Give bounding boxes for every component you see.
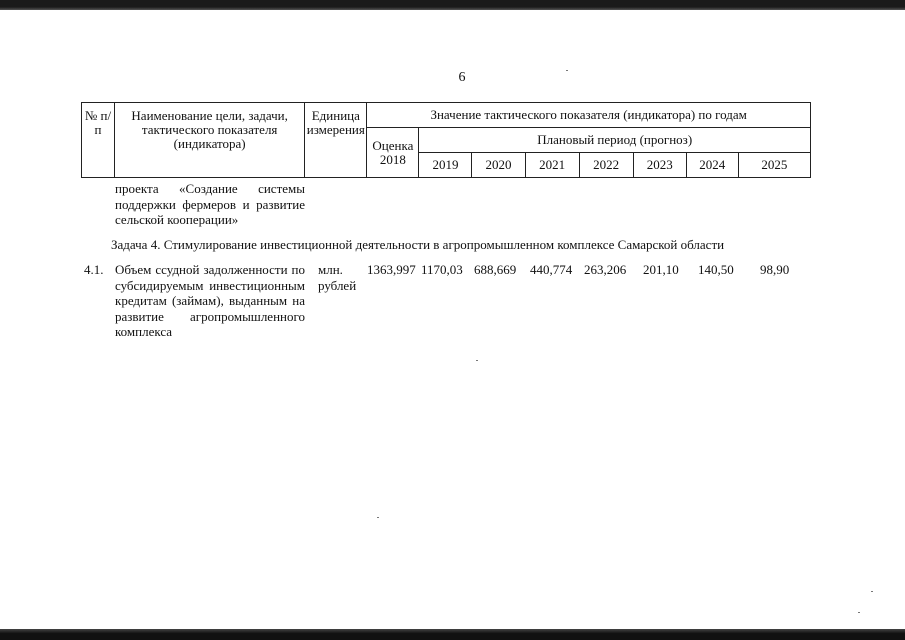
value-2018: 1363,997 [367,262,416,277]
scan-speck [871,591,873,592]
value-2024: 140,50 [698,262,734,277]
value-2025: 98,90 [760,262,790,277]
year-header: 2022 [579,153,633,178]
row-number: 4.1. [84,262,104,277]
year-header: 2019 [419,153,472,178]
scan-edge-bottom [0,629,905,640]
scan-speck [476,360,478,361]
year-header: 2025 [738,153,810,178]
value-2023: 201,10 [643,262,679,277]
page-number: 6 [458,70,466,85]
value-2020: 688,669 [474,262,517,277]
row-name: Объем ссудной задолженности по субсидируемым инвестиционным кредитам (займам), выданным на развитие агропромышленного комплекса [115,262,305,339]
scan-edge-top [0,0,905,10]
scan-speck [566,70,568,71]
row-unit: млн. рублей [318,262,357,293]
value-2019: 1170,03 [421,262,463,277]
scan-speck [377,517,379,518]
col-plan-header: Плановый период (прогноз) [419,128,811,153]
col-estimate-header: Оценка 2018 [367,128,419,178]
year-header: 2024 [686,153,738,178]
task-heading: Задача 4. Стимулирование инвестиционной деятельности в агропромышленном комплексе Самарской области [111,237,725,252]
scan-speck [858,612,860,613]
continuation-text: проекта «Создание системы поддержки фермеров и развитие сельской кооперации» [115,181,305,227]
year-header: 2023 [633,153,686,178]
indicator-table-header [81,102,811,178]
value-2021: 440,774 [530,262,573,277]
col-number-header: № п/п [82,103,115,178]
year-header: 2021 [525,153,579,178]
col-unit-header: Единица измерения [305,103,367,178]
value-2022: 263,206 [584,262,627,277]
col-values-header: Значение тактического показателя (индикатора) по годам [367,103,811,128]
year-header: 2020 [472,153,525,178]
col-name-header: Наименование цели, задачи, тактического показателя (индикатора) [115,103,305,178]
